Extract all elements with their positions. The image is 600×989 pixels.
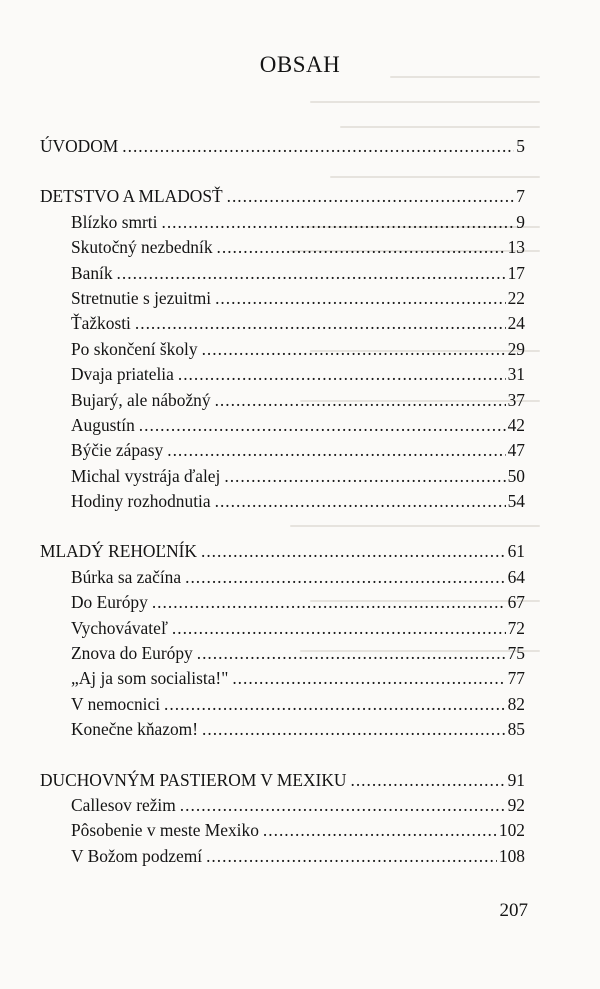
toc-section [40,413,525,438]
toc-label: Skutočný nezbedník [71,237,213,258]
toc-section [40,438,525,463]
dot-leader [206,844,497,869]
toc-page-number: 31 [507,364,525,385]
toc-section [40,793,525,818]
toc-page-number: 47 [507,440,525,461]
toc-label: Búrka sa začína [71,566,182,587]
toc-page-number: 9 [516,211,525,232]
toc-label: ÚVODOM [40,136,119,156]
toc-section [40,717,525,742]
dot-leader [232,666,505,691]
toc-section [40,210,525,235]
toc-section [40,844,525,869]
toc-page-number: 54 [507,491,525,512]
dot-leader [161,210,514,235]
toc-page-number: 108 [498,845,525,866]
toc-label: Blízko smrti [71,211,158,232]
toc-page-number: 22 [507,287,525,308]
toc-label: Po skončení školy [71,338,198,359]
dot-leader [217,235,506,260]
toc-label: Baník [71,262,113,283]
toc-label: Znova do Európy [71,643,193,664]
toc-label: MLADÝ REHOĽNÍK [40,541,197,562]
toc-label: Konečne kňazom! [71,719,198,740]
toc-section [40,565,525,590]
toc-chapter [40,768,525,793]
toc-page-number: 29 [507,338,525,359]
dot-leader [202,717,506,742]
toc-label: V Božom podzemí [71,845,203,866]
toc-label: Býčie zápasy [71,440,164,461]
page-number: 207 [499,900,528,921]
toc-page-number: 5 [516,136,525,156]
toc-label: Michal vystrája ďalej [71,465,221,486]
dot-leader [202,337,506,362]
dot-leader [178,362,506,387]
toc-section [40,337,525,362]
dot-leader [227,184,515,209]
toc-page-number: 7 [516,186,525,207]
toc-section [40,261,525,286]
toc-page-number: 92 [507,794,525,815]
dot-leader [263,818,497,843]
table-of-contents [40,134,525,869]
toc-chapter [40,134,525,159]
dot-leader [215,388,506,413]
toc-label: DETSTVO A MLADOSŤ [40,186,223,207]
toc-section [40,489,525,514]
toc-chapter [40,184,525,209]
toc-section [40,641,525,666]
dot-leader [350,768,505,793]
toc-section [40,362,525,387]
toc-page-number: 24 [507,313,525,334]
toc-section [40,311,525,336]
toc-label: Hodiny rozhodnutia [71,491,211,512]
toc-page-number: 50 [507,465,525,486]
toc-page-number: 67 [507,592,525,613]
toc-label: Pôsobenie v meste Mexiko [71,820,259,841]
toc-page-number: 85 [507,719,525,740]
bleed-through-line [310,101,540,103]
page-title: OBSAH [259,52,341,77]
toc-section [40,666,525,691]
dot-leader [117,261,506,286]
toc-section [40,235,525,260]
dot-leader [215,489,506,514]
toc-section [40,818,525,843]
dot-leader [167,438,505,463]
toc-page-number: 42 [507,414,525,435]
dot-leader [197,641,506,666]
toc-label: Ťažkosti [71,313,131,334]
toc-label: Augustín [71,414,135,435]
toc-page-number: 102 [498,820,525,841]
toc-section [40,388,525,413]
toc-page-number: 72 [507,617,525,638]
dot-leader [180,793,506,818]
dot-leader [135,311,506,336]
dot-leader [139,413,506,438]
dot-leader [215,286,506,311]
dot-leader [185,565,506,590]
toc-page-number: 77 [507,668,525,689]
toc-chapter [40,539,525,564]
toc-label: Callesov režim [71,794,176,815]
toc-page-number: 17 [507,262,525,283]
toc-label: „Aj ja som socialista!" [71,668,229,689]
toc-label: Vychovávateľ [71,617,168,638]
toc-section [40,692,525,717]
dot-leader [224,464,505,489]
toc-label: Do Európy [71,592,148,613]
toc-section [40,286,525,311]
bleed-through-line [340,126,540,128]
dot-leader [164,692,506,717]
toc-section [40,616,525,641]
toc-page-number: 37 [507,389,525,410]
toc-page-number: 61 [507,541,525,562]
toc-label: DUCHOVNÝM PASTIEROM V MEXIKU [40,769,347,790]
toc-page-number: 64 [507,566,525,587]
dot-leader [201,539,506,564]
toc-section [40,590,525,615]
toc-page-number: 91 [507,769,525,790]
toc-page-number: 13 [507,237,525,258]
toc-section [40,464,525,489]
toc-label: Bujarý, ale nábožný [71,389,211,410]
toc-label: Stretnutie s jezuitmi [71,287,212,308]
dot-leader [172,616,506,641]
toc-label: V nemocnici [71,693,161,714]
dot-leader [122,134,514,159]
toc-page-number: 82 [507,693,525,714]
toc-page-number: 75 [507,643,525,664]
dot-leader [152,590,506,615]
toc-label: Dvaja priatelia [71,364,174,385]
